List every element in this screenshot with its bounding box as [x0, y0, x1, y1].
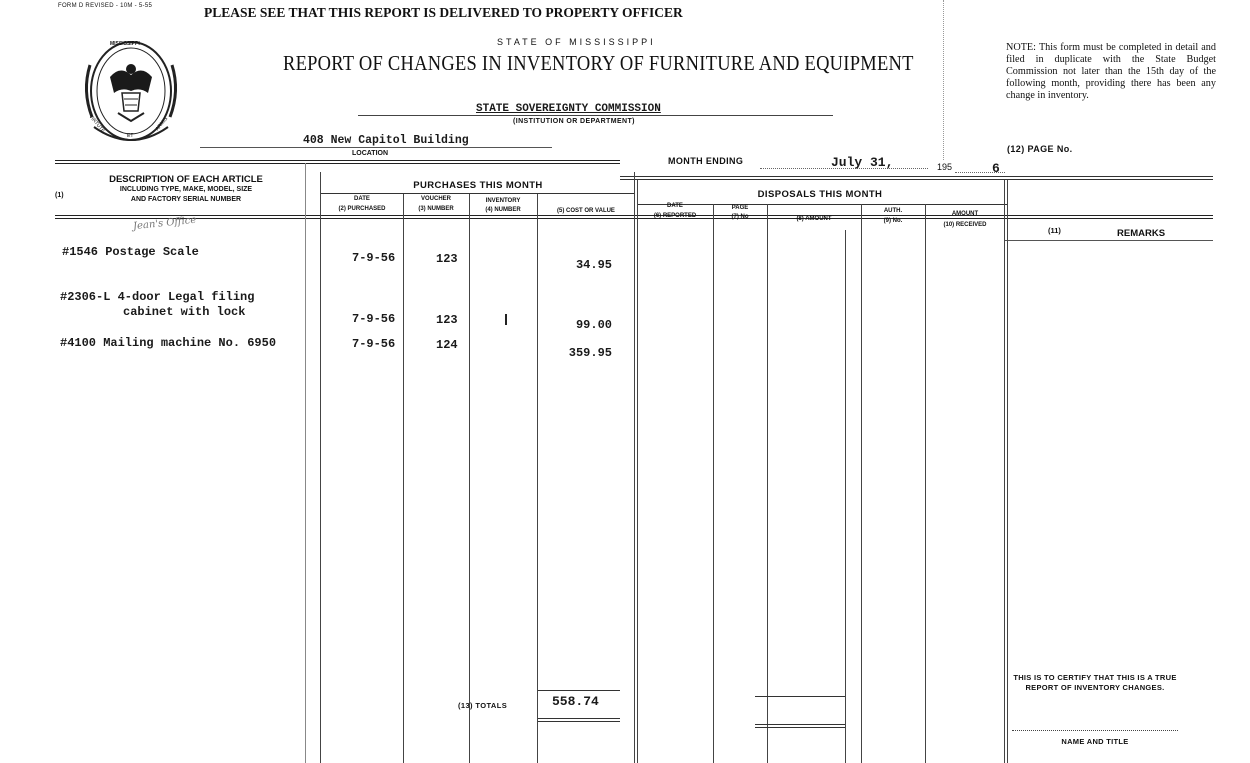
col-divider-3 — [469, 194, 470, 763]
form-id: FORM D REVISED - 10M - 5-55 — [58, 3, 153, 9]
table-top-rule — [55, 160, 620, 161]
col-divider-8 — [861, 204, 862, 763]
handwritten-office-note: Jean's Office — [132, 214, 197, 233]
col-divider-6 — [713, 204, 714, 763]
item-3-voucher: 124 — [436, 338, 458, 352]
col-divider-2 — [403, 194, 404, 763]
state-name: STATE OF MISSISSIPPI — [497, 37, 656, 47]
seal-right-text: ARMIS — [154, 116, 170, 132]
location-value: 408 New Capitol Building — [303, 134, 469, 147]
col6-header-top: DATE — [667, 203, 683, 209]
col6-header-bottom: (6) REPORTED — [653, 213, 697, 219]
totals-label: (13) TOTALS — [458, 701, 508, 710]
table-top-rule-right — [620, 176, 1213, 177]
col3-header-bottom: (3) NUMBER — [418, 206, 454, 212]
seal-top-text: MISSISSIPPI — [110, 41, 140, 47]
col-divider-4 — [537, 194, 538, 763]
item-3-description: #4100 Mailing machine No. 6950 — [60, 336, 277, 350]
col9-header-bottom: (9) No. — [883, 218, 903, 224]
totals-value: 558.74 — [552, 694, 599, 709]
col-divider-10 — [1004, 180, 1005, 763]
location-caption: LOCATION — [352, 150, 389, 157]
col-divider-10b — [1007, 180, 1008, 763]
totals-top-rule — [538, 690, 620, 691]
year-value: 6 — [992, 161, 1000, 176]
purchases-group-header: PURCHASES THIS MONTH — [413, 180, 543, 191]
fold-divider — [943, 0, 944, 160]
disposals-total-bottom-rule-2 — [755, 727, 845, 728]
item-1-description: #1546 Postage Scale — [62, 245, 199, 259]
institution-caption: (INSTITUTION OR DEPARTMENT) — [513, 118, 635, 125]
delivery-instruction: PLEASE SEE THAT THIS REPORT IS DELIVERED TO PROPERTY OFFICER — [204, 5, 683, 20]
month-ending-label: MONTH ENDING — [668, 156, 744, 166]
seal-left-text: VIRTUTE — [87, 113, 106, 135]
eagle-seal-icon — [80, 35, 182, 147]
col1-header-line3: AND FACTORY SERIAL NUMBER — [130, 196, 242, 203]
certification-text: THIS IS TO CERTIFY THAT THIS IS A TRUE REPORT OF INVENTORY CHANGES. — [1013, 673, 1177, 692]
col9-header-top: AUTH. — [883, 208, 903, 214]
col7-header-bottom: (7) No — [731, 214, 749, 220]
item-2-inventory-mark — [505, 314, 508, 325]
state-seal — [80, 35, 182, 147]
seal-bottom-text: ET — [127, 133, 134, 139]
item-3-date: 7-9-56 — [352, 337, 396, 351]
col-divider-5b — [637, 180, 638, 763]
totals-bottom-rule — [538, 718, 620, 719]
disposals-total-top-rule — [755, 696, 845, 697]
purchases-group-rule — [320, 193, 635, 194]
col1-header-line1: DESCRIPTION OF EACH ARTICLE — [109, 174, 263, 185]
col2-header-bottom: (2) PURCHASED — [338, 206, 386, 212]
col-divider-5 — [634, 172, 635, 763]
item-2-cost: 99.00 — [575, 318, 612, 332]
table-top-rule-2 — [55, 163, 620, 164]
filing-note: NOTE: This form must be completed in detail and filed in duplicate with the State Budget Commission not later than the 15th day of the following month, providing there has been any change in inventory. — [1006, 42, 1216, 101]
location-line — [200, 147, 552, 148]
col7-header-top: PAGE — [731, 205, 749, 211]
page-title: REPORT OF CHANGES IN INVENTORY OF FURNITURE AND EQUIPMENT — [283, 51, 914, 75]
col4-header-top: INVENTORY — [485, 198, 521, 204]
month-ending-value: July 31, — [831, 155, 894, 170]
year-prefix: 195 — [937, 162, 953, 172]
disposals-total-bottom-rule — [755, 724, 845, 725]
col5-header: (5) COST OR VALUE — [557, 208, 615, 214]
item-2-description: #2306-L 4-door Legal filing — [60, 290, 255, 304]
item-1-cost: 34.95 — [575, 258, 612, 272]
item-1-date: 7-9-56 — [352, 251, 396, 265]
table-top-rule-right-2 — [620, 179, 1213, 180]
col10-header-top: AMOUNT — [951, 211, 979, 217]
item-3-cost: 359.95 — [568, 346, 612, 360]
name-title-label: NAME AND TITLE — [1061, 737, 1129, 746]
remarks-header: REMARKS — [1117, 228, 1166, 239]
item-2-date: 7-9-56 — [352, 312, 396, 326]
col3-header-top: VOUCHER — [420, 196, 451, 202]
col-divider-8a — [845, 230, 846, 763]
col10-header-bottom: (10) RECEIVED — [943, 222, 987, 228]
col-divider-1 — [320, 172, 321, 763]
page-number-label: (12) PAGE No. — [1007, 144, 1073, 154]
totals-bottom-rule-2 — [538, 721, 620, 722]
disposals-group-header: DISPOSALS THIS MONTH — [757, 189, 883, 200]
col1-number: (1) — [55, 192, 64, 199]
col-divider-7 — [767, 204, 768, 763]
remarks-rule — [1005, 240, 1213, 241]
institution-value: STATE SOVEREIGNTY COMMISSION — [476, 103, 661, 115]
col8-header: (8) AMOUNT — [796, 216, 832, 222]
item-1-voucher: 123 — [436, 252, 458, 266]
left-margin-line — [305, 163, 306, 763]
col1-header-line2: INCLUDING TYPE, MAKE, MODEL, SIZE — [119, 186, 253, 193]
institution-line — [358, 115, 833, 116]
col-divider-9 — [925, 204, 926, 763]
col2-header-top: DATE — [354, 196, 370, 202]
item-2-voucher: 123 — [436, 313, 458, 327]
col4-header-bottom: (4) NUMBER — [485, 207, 521, 213]
col11-number: (11) — [1048, 226, 1061, 235]
item-2-description-cont: cabinet with lock — [123, 305, 246, 319]
signature-line — [1012, 730, 1178, 731]
